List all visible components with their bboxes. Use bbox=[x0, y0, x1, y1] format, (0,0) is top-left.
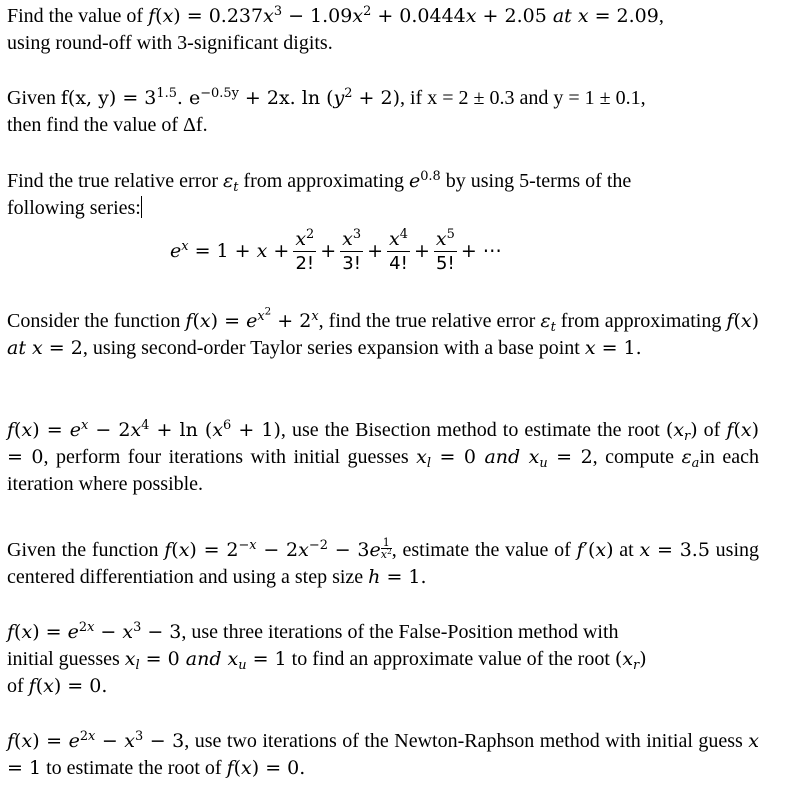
text-cursor bbox=[141, 196, 142, 218]
problem-6: Given the function $f(x) = 2^{-x} - 2x^{-2} - 3e$ $\frac{1}{x^2}$ , estimate the value of f′(x) at x = 3.5 using centered differentiation and using a step size h = 1. bbox=[7, 536, 760, 588]
problem-2 bbox=[7, 85, 759, 139]
problem-4: Consider the function $f(x) = e^{x^2} + 2^x$, find the true relative error $\varepsilon_t$ from approximating f(x) at x = 2, using second-order Taylor series expansion with a base point x = 1. bbox=[7, 305, 759, 359]
problem-2-line-2: then find the value of Δf. bbox=[7, 114, 208, 136]
problem-8: $f(x) = e^{2x} - x^3 - 3$, use two iterations of the Newton-Raphson method with initial guess x = 1 to estimate the root of f(x) = 0. bbox=[7, 728, 760, 779]
problem-1 bbox=[7, 3, 759, 57]
problem-3 bbox=[7, 168, 759, 222]
problem-2-text: Given f(x, $y) = 3^{1.5}$. $e^{-0.5y} + 2x$. $\ln (y^2 + 2)$, if x = 2 ± 0.3 and y = 1 ± 0.1, bbox=[7, 85, 646, 109]
problem-1-text: Find the value of $f(x) = 0.237x^3 - 1.09x^2 + 0.0444x + 2.05$ at x = 2.09, bbox=[7, 3, 664, 27]
series-formula: $e^x = 1 + x$ + $\frac{x^2}{2!}$ + $\frac{x^3}{3!}$ + $\frac{x^4}{4!}$ + $\frac{x^5}{5!}$ + ⋯ bbox=[170, 226, 502, 274]
problem-3-line-2: following series: bbox=[7, 197, 141, 219]
problem-1-line-2: using round-off with 3-significant digits. bbox=[7, 32, 333, 54]
problem-7: $f(x) = e^{2x} - x^3 - 3$, use three iterations of the False-Position method with initial guesses $x_l = 0$ and $x_u = 1$ to find an approximate value of the root $(x_r)$ of f(x) = 0. bbox=[7, 619, 647, 697]
problem-5: $f(x) = e^x - 2x^4 + \ln (x^6 + 1)$, use the Bisection method to estimate the root $(x_r)$ of f(x) = 0, perform four iterations with initial guesses $x_l = 0$ and $x_u = 2$, compute $\varepsilon_ain$ each iteration where possible. bbox=[7, 417, 760, 495]
problem-3-text: Find the true relative error $\varepsilon_t$ from approximating $e^{0.8}$ by using 5-terms of the bbox=[7, 168, 632, 195]
